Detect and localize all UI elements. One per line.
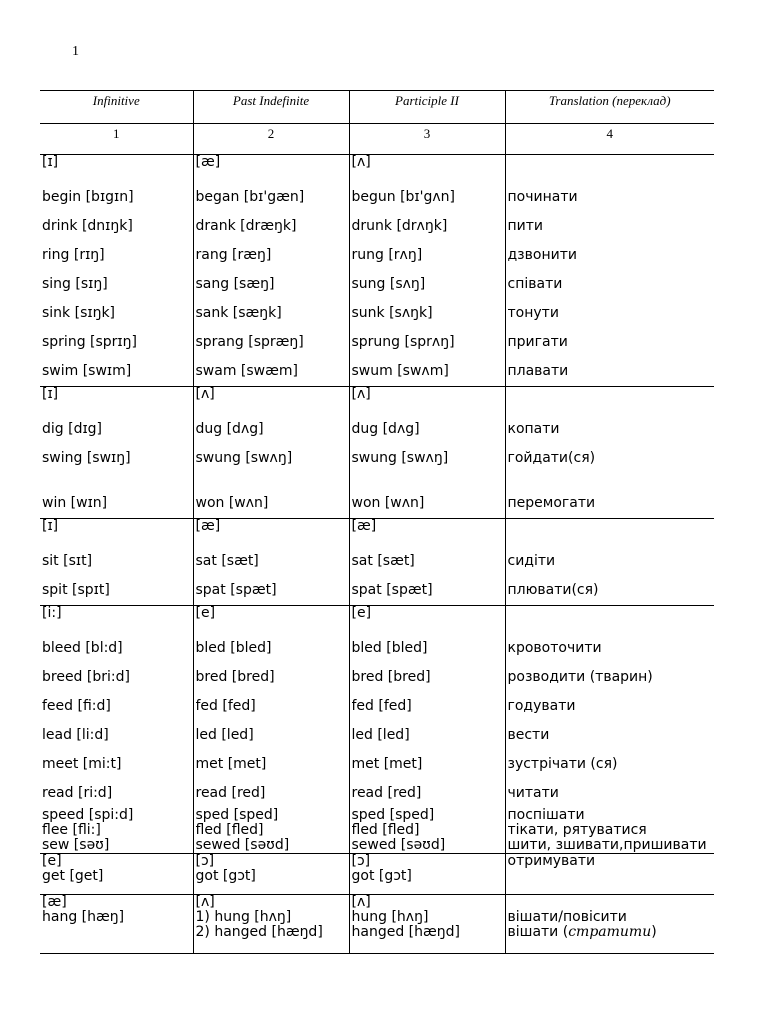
column-number: 3 [349, 124, 505, 155]
page-number: 1 [72, 44, 79, 59]
translation: отримувати [507, 854, 596, 869]
sound-label: [æ] [351, 518, 377, 534]
header-past-indefinite: Past Indefinite [193, 91, 349, 124]
verb-form: met [met] [195, 756, 267, 772]
verb-form: won [wʌn] [195, 495, 269, 511]
header-infinitive: Infinitive [40, 91, 193, 124]
participle-cell [349, 606, 505, 854]
past-cell [193, 606, 349, 854]
sound-label [508, 519, 713, 547]
verb-group [40, 519, 714, 606]
verb-form: got [gɔt] [195, 869, 256, 884]
verb-form: drunk [drʌŋk] [351, 218, 448, 234]
translation: плавати [507, 363, 569, 379]
translation-cell [505, 606, 714, 854]
verb-form: spat [spæt] [195, 582, 277, 598]
participle-cell [349, 895, 505, 954]
verb-form: get [get] [42, 869, 104, 884]
sound-label: [ʌ] [195, 386, 215, 402]
verb-form: sprang [spræŋ] [195, 334, 304, 350]
translation-cell [505, 387, 714, 519]
translation-cell [505, 519, 714, 606]
verb-form: lead [li:d] [42, 727, 109, 743]
translation: сидіти [507, 553, 556, 569]
sound-label: [æ] [42, 895, 67, 910]
verb-form: dig [dɪg] [42, 421, 103, 437]
verb-form: hang [hæŋ] [42, 910, 125, 925]
past-cell [193, 155, 349, 387]
past-cell [193, 387, 349, 519]
verb-form: breed [bri:d] [42, 669, 130, 685]
sound-label: [ʌ] [195, 895, 215, 910]
verb-form: swung [swʌŋ] [195, 450, 293, 466]
verb-form: meet [mi:t] [42, 756, 122, 772]
verb-form: sat [sæt] [195, 553, 259, 569]
sound-label: [ɪ] [42, 386, 59, 402]
sound-label [508, 155, 713, 183]
sound-label: [æ] [195, 518, 221, 534]
translation: починати [507, 189, 578, 205]
verb-form: swung [swʌŋ] [351, 450, 449, 466]
verb-form: met [met] [351, 756, 423, 772]
verb-form: speed [spi:d] [42, 808, 134, 823]
verb-form: sang [sæŋ] [195, 276, 275, 292]
column-number-row [40, 124, 714, 155]
verb-form: spat [spæt] [351, 582, 433, 598]
verb-form: sung [sʌŋ] [351, 276, 426, 292]
verb-form: feed [fi:d] [42, 698, 111, 714]
infinitive-cell [40, 387, 193, 519]
translation: дзвонити [507, 247, 577, 263]
irregular-verbs-table [40, 90, 714, 954]
verb-form: spring [sprɪŋ] [42, 334, 137, 350]
translation-cell [505, 854, 714, 895]
sound-label: [ɔ] [195, 854, 215, 869]
past-cell [193, 895, 349, 954]
verb-form: began [bɪ'gæn] [195, 189, 305, 205]
sound-label [508, 606, 713, 634]
verb-form: bled [bled] [351, 640, 428, 656]
verb-form: rang [ræŋ] [195, 247, 272, 263]
verb-form: sped [sped] [195, 808, 279, 823]
participle-cell [349, 387, 505, 519]
verb-form: fled [fled] [195, 823, 264, 838]
sound-label: [i:] [42, 605, 62, 621]
verb-form: sewed [səʊd] [351, 838, 446, 853]
infinitive-cell [40, 519, 193, 606]
verb-form: led [led] [195, 727, 254, 743]
verb-form: dug [dʌg] [195, 421, 264, 437]
verb-group [40, 387, 714, 519]
verb-group [40, 606, 714, 854]
translation: пити [507, 218, 544, 234]
sound-label: [ʌ] [351, 386, 371, 402]
past-cell [193, 519, 349, 606]
translation: зустрічати (ся) [507, 756, 618, 772]
verb-form: read [red] [351, 785, 422, 801]
verb-form: led [led] [351, 727, 410, 743]
sound-label: [e] [195, 605, 216, 621]
translation: пригати [507, 334, 568, 350]
verb-form: drink [dnɪŋk] [42, 218, 133, 234]
verb-form: bred [bred] [351, 669, 431, 685]
verb-form: sit [sɪt] [42, 553, 93, 569]
verb-form: 2) hanged [hæŋd] [195, 925, 323, 940]
verb-form: hanged [hæŋd] [351, 925, 460, 940]
verb-form: sew [səʊ] [42, 838, 110, 853]
infinitive-cell [40, 155, 193, 387]
verb-form: bled [bled] [195, 640, 272, 656]
verb-form: won [wʌn] [351, 495, 425, 511]
verb-group [40, 854, 714, 895]
verb-form: flee [fli:] [42, 823, 101, 838]
verb-form: sprung [sprʌŋ] [351, 334, 455, 350]
translation: шити, зшивати,пришивати [507, 838, 707, 853]
translation-italic: стратити [568, 925, 652, 940]
translation-cell [505, 895, 714, 954]
verb-form: got [gɔt] [351, 869, 412, 884]
verb-form: swing [swɪŋ] [42, 450, 131, 466]
translation [508, 925, 713, 940]
verb-form: swim [swɪm] [42, 363, 132, 379]
infinitive-cell [40, 606, 193, 854]
verb-form: begin [bɪgɪn] [42, 189, 134, 205]
verb-form: ring [rɪŋ] [42, 247, 105, 263]
translation: гойдати(ся) [507, 450, 596, 466]
verb-form: bleed [bl:d] [42, 640, 123, 656]
verb-form: sing [sɪŋ] [42, 276, 108, 292]
translation: тонути [507, 305, 559, 321]
translation-cell [505, 155, 714, 387]
translation: розводити (тварин) [507, 669, 653, 685]
verb-form: sat [sæt] [351, 553, 415, 569]
translation: плювати(ся) [507, 582, 599, 598]
translation: вішати/повісити [507, 910, 627, 925]
verb-form: sank [sæŋk] [195, 305, 282, 321]
participle-cell [349, 519, 505, 606]
verb-form: drank [dræŋk] [195, 218, 297, 234]
infinitive-cell [40, 895, 193, 954]
verb-form: sunk [sʌŋk] [351, 305, 433, 321]
header-row [40, 91, 714, 124]
verb-form: rung [rʌŋ] [351, 247, 423, 263]
sound-label: [ɪ] [42, 154, 59, 170]
sound-label: [ɪ] [42, 518, 59, 534]
verb-form: swum [swʌm] [351, 363, 449, 379]
sound-label: [e] [351, 605, 372, 621]
translation: тікати, рятуватися [507, 823, 647, 838]
verb-form: begun [bɪ'gʌn] [351, 189, 455, 205]
verb-form: spit [spɪt] [42, 582, 110, 598]
sound-label: [æ] [195, 154, 221, 170]
translation-text: вішати ( [507, 925, 569, 940]
verb-form: dug [dʌg] [351, 421, 420, 437]
translation: вести [507, 727, 550, 743]
verb-form: 1) hung [hʌŋ] [195, 910, 292, 925]
verb-group [40, 155, 714, 387]
participle-cell [349, 155, 505, 387]
column-number: 2 [193, 124, 349, 155]
participle-cell [349, 854, 505, 895]
translation: читати [507, 785, 559, 801]
translation: поспішати [507, 808, 585, 823]
verb-form: read [ri:d] [42, 785, 113, 801]
sound-label: [ʌ] [351, 154, 371, 170]
column-number: 1 [40, 124, 193, 155]
header-participle-ii: Participle II [349, 91, 505, 124]
verb-form: hung [hʌŋ] [351, 910, 429, 925]
header-translation: Translation (переклад) [505, 91, 714, 124]
sound-label: [ɔ] [351, 854, 371, 869]
column-number: 4 [505, 124, 714, 155]
verb-form: fed [fed] [195, 698, 256, 714]
past-cell [193, 854, 349, 895]
verb-group [40, 895, 714, 954]
verb-form: swam [swæm] [195, 363, 298, 379]
verb-form: fled [fled] [351, 823, 420, 838]
verb-form: sink [sɪŋk] [42, 305, 116, 321]
translation: годувати [507, 698, 576, 714]
verb-form: sewed [səʊd] [195, 838, 290, 853]
translation: кровоточити [507, 640, 602, 656]
verb-form: bred [bred] [195, 669, 275, 685]
translation: копати [507, 421, 560, 437]
verb-form: fed [fed] [351, 698, 412, 714]
sound-label [508, 387, 713, 415]
sound-label: [ʌ] [351, 895, 371, 910]
verb-form: sped [sped] [351, 808, 435, 823]
verb-form: read [red] [195, 785, 266, 801]
translation-text: ) [651, 925, 657, 940]
translation: перемогати [507, 495, 596, 511]
infinitive-cell [40, 854, 193, 895]
verb-form: win [wɪn] [42, 495, 108, 511]
translation: співати [507, 276, 563, 292]
sound-label: [e] [42, 854, 62, 869]
